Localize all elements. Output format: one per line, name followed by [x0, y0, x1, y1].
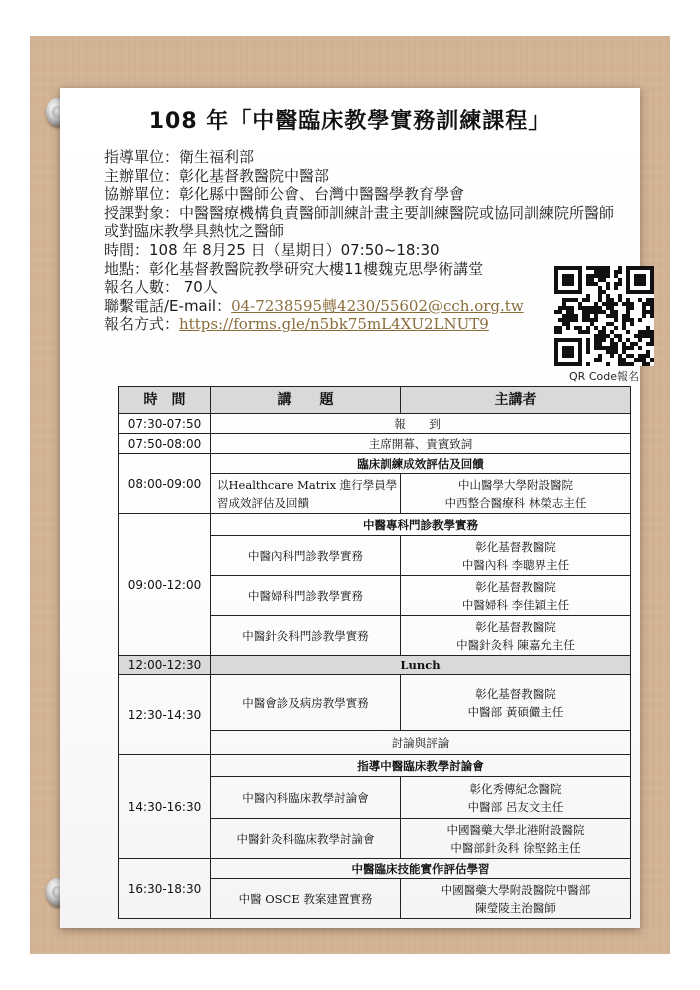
- topic-cell: 以Healthcare Matrix 進行學員學習成效評估及回饋: [211, 474, 401, 514]
- topic-cell: 中醫內科門診教學實務: [211, 536, 401, 576]
- agenda-cell: 主席開幕、貴賓致詞: [211, 434, 631, 454]
- flyer-sheet: [60, 88, 640, 928]
- speaker-cell: [401, 576, 631, 616]
- info-line: 報名人數： 70人: [104, 278, 218, 297]
- speaker-hospital: 中山醫學大學附設醫院: [458, 477, 573, 492]
- speaker-name: 中醫內科 李聰界主任: [461, 557, 570, 572]
- contact-label: 聯繫電話/E-mail：: [104, 296, 232, 315]
- page-title: 108 年「中醫臨床教學實務訓練課程」: [148, 109, 552, 134]
- time-cell: 14:30-16:30: [119, 755, 211, 859]
- column-header-topic: 講 題: [211, 387, 401, 414]
- topic-cell: 中醫婦科門診教學實務: [211, 576, 401, 616]
- time-cell: 12:00-12:30: [119, 656, 211, 675]
- topic-cell: 中醫會診及病房教學實務: [211, 675, 401, 731]
- cork-board: [30, 36, 670, 954]
- column-header-time: 時 間: [119, 387, 211, 414]
- section-heading: 中醫專科門診教學實務: [211, 514, 631, 536]
- info-line: 或對臨床教學具熱忱之醫師: [104, 222, 285, 241]
- qr-code-icon[interactable]: [554, 266, 654, 366]
- agenda-cell: 討論與評論: [211, 731, 631, 755]
- info-line: 主辦單位：彰化基督教醫院中醫部: [104, 166, 330, 185]
- topic-cell: 中醫針灸科臨床教學討論會: [211, 819, 401, 859]
- topic-cell: 中醫內科臨床教學討論會: [211, 777, 401, 819]
- time-cell: 08:00-09:00: [119, 454, 211, 514]
- time-cell: 09:00-12:00: [119, 514, 211, 656]
- speaker-cell: [401, 675, 631, 731]
- time-cell: 07:50-08:00: [119, 434, 211, 454]
- info-line: 授課對象：中醫醫療機構負責醫師訓練計畫主要訓練醫院或協同訓練院所醫師: [104, 203, 615, 222]
- speaker-name: 陳瑩陵主治醫師: [475, 900, 556, 915]
- agenda-cell: 報 到: [211, 414, 631, 434]
- section-heading: 中醫臨床技能實作評估學習: [211, 859, 631, 879]
- table-row: [119, 454, 631, 474]
- speaker-name: 中醫婦科 李佳穎主任: [461, 597, 570, 612]
- signup-label: 報名方式：: [104, 315, 180, 334]
- column-header-speaker: 主講者: [401, 387, 631, 414]
- table-row: [119, 414, 631, 434]
- topic-cell: 中醫 OSCE 教案建置實務: [211, 879, 401, 919]
- speaker-cell: [401, 536, 631, 576]
- section-heading: 指導中醫臨床教學討論會: [211, 755, 631, 777]
- time-cell: 07:30-07:50: [119, 414, 211, 434]
- table-row: [119, 755, 631, 777]
- table-row: [119, 675, 631, 731]
- agenda-cell: Lunch: [211, 656, 631, 675]
- speaker-name: 中西整合醫療科 林榮志主任: [444, 495, 587, 510]
- speaker-hospital: 彰化基督教醫院: [475, 686, 556, 701]
- info-line: 協辦單位：彰化縣中醫師公會、台灣中醫醫學教育學會: [104, 185, 465, 204]
- signup-link[interactable]: https://forms.gle/n5bk75mL4XU2LNUT9: [179, 315, 489, 334]
- speaker-hospital: 彰化基督教醫院: [475, 619, 556, 634]
- speaker-cell: [401, 474, 631, 514]
- speaker-hospital: 彰化基督教醫院: [475, 539, 556, 554]
- schedule-table: [118, 386, 631, 919]
- speaker-hospital: 彰化基督教醫院: [475, 579, 556, 594]
- qr-caption: QR Code報名: [569, 370, 639, 383]
- speaker-cell: [401, 879, 631, 919]
- table-header-row: [119, 387, 631, 414]
- info-line: 指導單位：衛生福利部: [104, 148, 255, 166]
- info-line: 時間：108 年 8月25 日（星期日）07:50~18:30: [104, 240, 440, 259]
- table-row: [119, 656, 631, 675]
- speaker-hospital: 中國醫藥大學附設醫院中醫部: [440, 882, 591, 897]
- time-cell: 16:30-18:30: [119, 859, 211, 919]
- time-cell: 12:30-14:30: [119, 675, 211, 755]
- speaker-name: 中醫針灸科 陳嘉允主任: [456, 637, 575, 652]
- section-heading: 臨床訓練成效評估及回饋: [211, 454, 631, 474]
- topic-cell: 中醫針灸科門診教學實務: [211, 616, 401, 656]
- table-row: [119, 514, 631, 536]
- contact-link[interactable]: 04-7238595轉4230/55602@cch.org.tw: [231, 296, 524, 315]
- speaker-name: 中醫部 呂友文主任: [467, 799, 564, 814]
- speaker-cell: [401, 819, 631, 859]
- table-row: [119, 859, 631, 879]
- info-line: 地點：彰化基督教醫院教學研究大樓11樓魏克思學術講堂: [104, 259, 484, 278]
- speaker-name: 中醫部 黃碩儼主任: [467, 704, 564, 719]
- speaker-hospital: 中國醫藥大學北港附設醫院: [446, 822, 585, 837]
- speaker-name: 中醫部針灸科 徐堅銘主任: [450, 840, 581, 855]
- speaker-cell: [401, 616, 631, 656]
- table-row: [119, 434, 631, 454]
- speaker-hospital: 彰化秀傳紀念醫院: [469, 781, 562, 796]
- speaker-cell: [401, 777, 631, 819]
